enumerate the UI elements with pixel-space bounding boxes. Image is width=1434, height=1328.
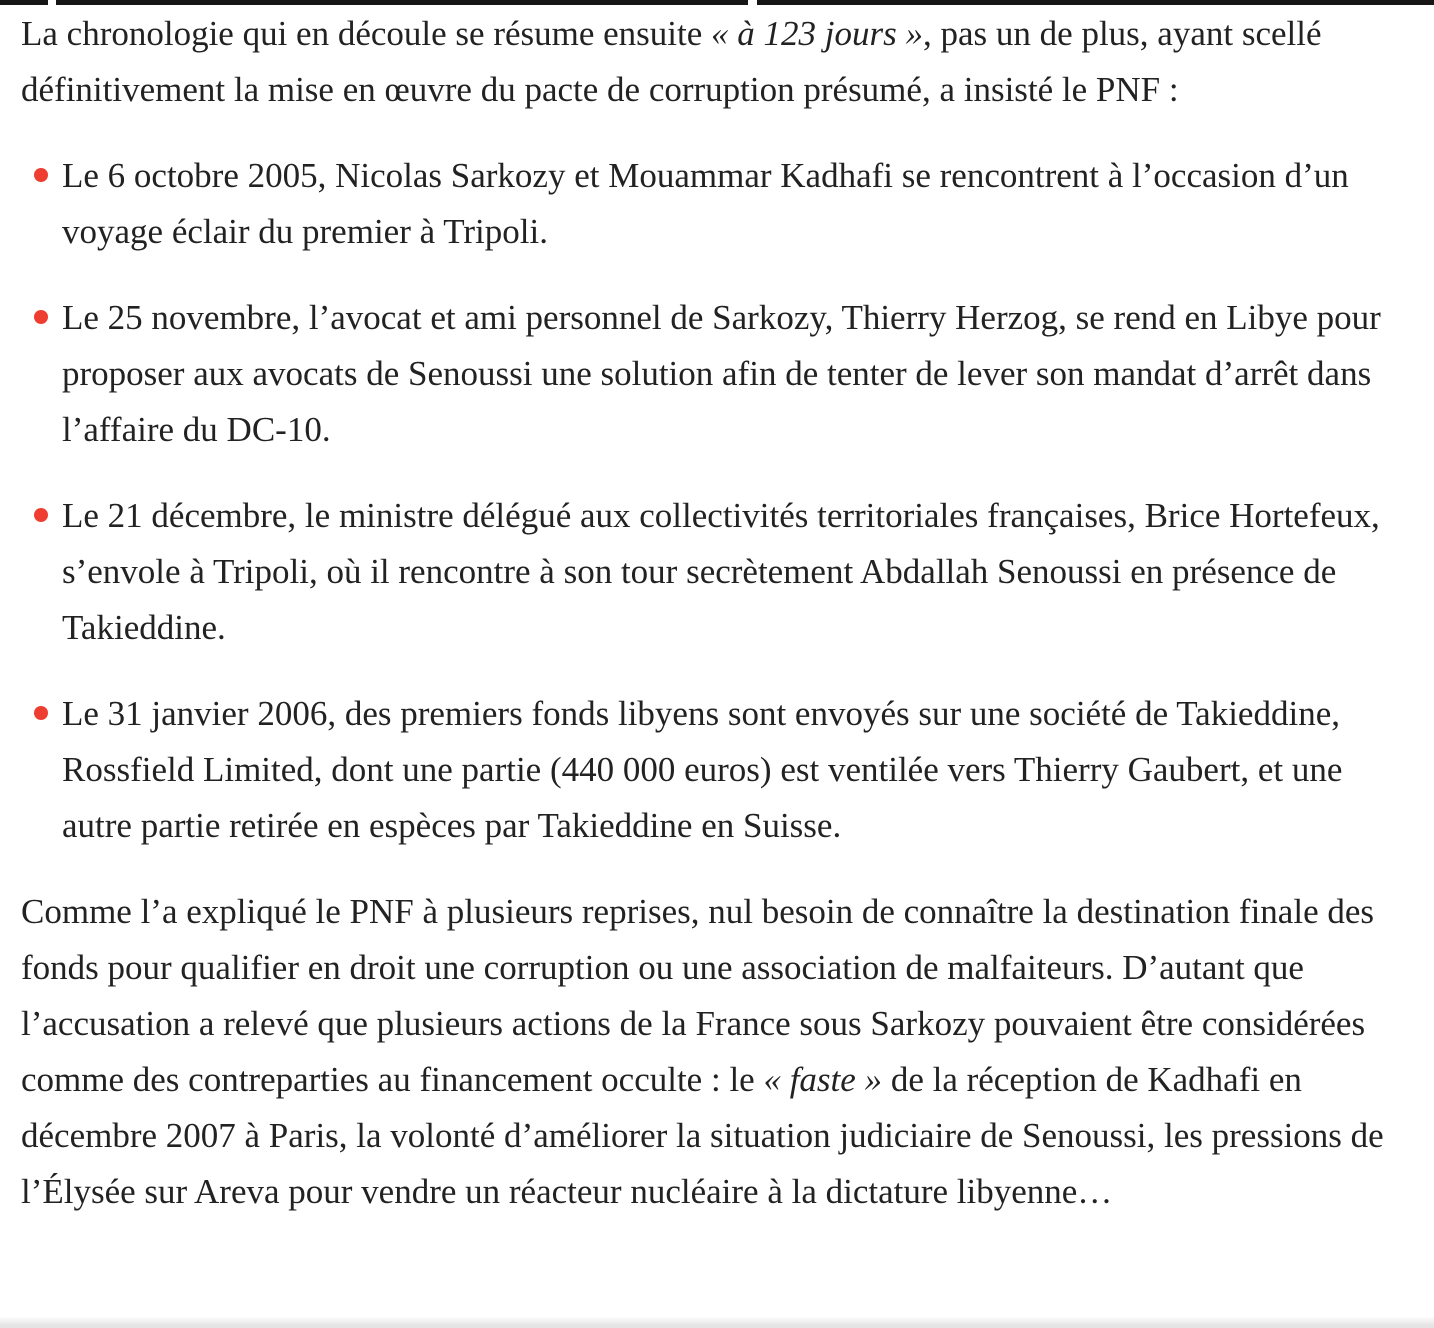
list-item-text: Le 25 novembre, l’avocat et ami personnel de Sarkozy, Thierry Herzog, se rend en Libye pour proposer aux avocats de Senoussi une solution afin de tenter de lever son mandat d’arrêt dans l’affaire du DC-10. bbox=[62, 298, 1381, 449]
list-item bbox=[21, 488, 1390, 656]
list-item-text: Le 21 décembre, le ministre délégué aux collectivités territoriales françaises, Brice Hortefeux, s’envole à Tripoli, où il rencontre à son tour secrètement Abdallah Senoussi en présence de Takieddine. bbox=[62, 496, 1380, 647]
bullet-icon bbox=[34, 508, 48, 522]
intro-paragraph: La chronologie qui en découle se résume ensuite « à 123 jours », pas un de plus, ayant scellé définitivement la mise en œuvre du pacte de corruption présumé, a insisté le PNF : bbox=[21, 14, 1322, 109]
list-item bbox=[21, 148, 1390, 260]
bullet-icon bbox=[34, 706, 48, 720]
page-bottom-edge bbox=[0, 1316, 1434, 1328]
list-item bbox=[21, 290, 1390, 458]
conclusion-paragraph: Comme l’a expliqué le PNF à plusieurs reprises, nul besoin de connaître la destination finale des fonds pour qualifier en droit une corruption ou une association de malfaiteurs. D’autant que l’accusation a relevé que plusieurs actions de la France sous Sarkozy pouvaient être considérées comme des contreparties au financement occulte : le « faste » de la réception de Kadhafi en décembre 2007 à Paris, la volonté d’améliorer la situation judiciaire de Senoussi, les pressions de l’Élysée sur Areva pour vendre un réacteur nucléaire à la dictature libyenne… bbox=[21, 892, 1384, 1211]
timeline-list bbox=[21, 148, 1390, 854]
list-item-text: Le 31 janvier 2006, des premiers fonds libyens sont envoyés sur une société de Takieddine, Rossfield Limited, dont une partie (440 000 euros) est ventilée vers Thierry Gaubert, et une autre partie retirée en espèces par Takieddine en Suisse. bbox=[62, 694, 1343, 845]
bullet-icon bbox=[34, 168, 48, 182]
bullet-icon bbox=[34, 310, 48, 324]
list-item bbox=[21, 686, 1390, 854]
list-item-text: Le 6 octobre 2005, Nicolas Sarkozy et Mouammar Kadhafi se rencontrent à l’occasion d’un voyage éclair du premier à Tripoli. bbox=[62, 156, 1349, 251]
cropped-text-top-edge bbox=[0, 0, 1434, 5]
